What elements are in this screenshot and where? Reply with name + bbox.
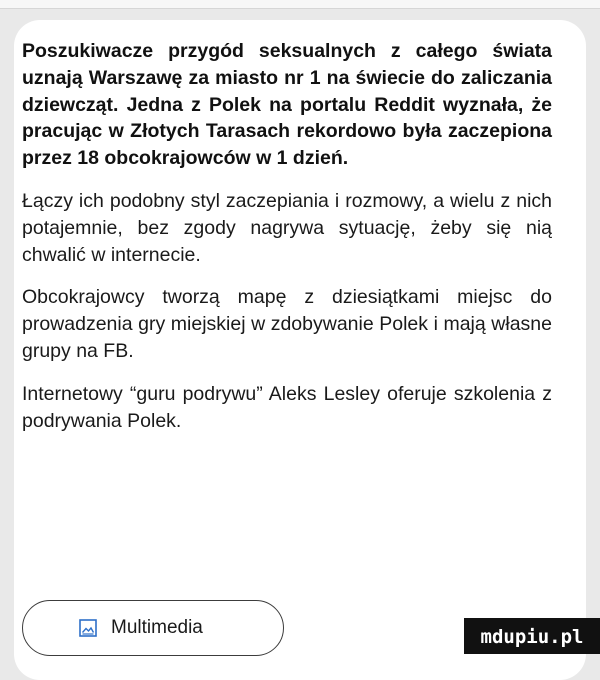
article-headline: Poszukiwacze przygód seksualnych z całego świata uznają Warszawę za miasto nr 1 na świecie do zaliczania dziewcząt. Jedna z Polek na portalu Reddit wyznała, że pracując w Złotych Tarasach rekordowo była zaczepiona przez 18 obcokrajowców w 1 dzień. xyxy=(22,40,552,170)
mdupiu-watermark-logo xyxy=(464,618,600,654)
multimedia-label: Multimedia xyxy=(111,617,203,638)
image-icon xyxy=(79,619,97,637)
article-paragraph: Łączy ich podobny styl zaczepiania i rozmowy, a wielu z nich potajemnie, bez zgody nagrywa sytuację, żeby się nią chwalić w internecie. xyxy=(22,189,552,266)
article-paragraph: Internetowy “guru podrywu” Aleks Lesley oferuje szkolenia z podrywania Polek. xyxy=(22,382,552,432)
article-paragraph: Obcokrajowcy tworzą mapę z dziesiątkami miejsc do prowadzenia gry miejskiej w zdobywanie Polek i mają własne grupy na FB. xyxy=(22,286,552,362)
top-strip xyxy=(0,0,600,9)
svg-text:mdupiu.pl: mdupiu.pl xyxy=(480,626,584,648)
article-content xyxy=(22,38,552,434)
multimedia-button[interactable] xyxy=(22,600,284,656)
